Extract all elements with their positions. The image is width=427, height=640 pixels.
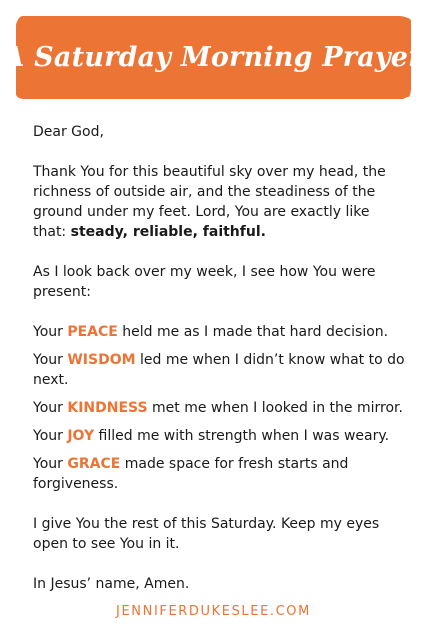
attribute-lead: Your xyxy=(33,428,63,444)
attribute-line-joy xyxy=(33,426,405,446)
attribute-word-grace: GRACE xyxy=(67,456,121,472)
attribute-word-peace: PEACE xyxy=(67,324,118,340)
attribute-line-wisdom xyxy=(33,350,405,390)
website-footer: JENNIFERDUKESLEE.COM xyxy=(116,604,311,619)
attribute-rest: held me as I made that hard decision. xyxy=(122,324,389,340)
paragraph-thanks xyxy=(33,162,405,242)
attribute-word-kindness: KINDNESS xyxy=(67,400,148,416)
attribute-word-joy: JOY xyxy=(67,428,95,444)
attribute-lead: Your xyxy=(33,352,63,368)
prayer-body xyxy=(33,122,405,594)
page-title: A Saturday Morning Prayer xyxy=(3,41,423,73)
attribute-rest: led me when I didn’t know what to do next. xyxy=(33,352,405,388)
attribute-line-kindness xyxy=(33,398,405,418)
attribute-lead: Your xyxy=(33,400,63,416)
attribute-rest: made space for fresh starts and forgiveness. xyxy=(33,456,349,492)
thanks-text: Thank You for this beautiful sky over my head, the richness of outside air, and the steadiness of the ground under my feet. Lord, You are exactly like that: xyxy=(33,164,386,240)
attribute-line-peace xyxy=(33,322,405,342)
attribute-rest: met me when I looked in the mirror. xyxy=(152,400,403,416)
attribute-line-grace xyxy=(33,454,405,494)
attribute-word-wisdom: WISDOM xyxy=(67,352,136,368)
attribute-lead: Your xyxy=(33,456,63,472)
attribute-lead: Your xyxy=(33,324,63,340)
closing-line: In Jesus’ name, Amen. xyxy=(33,576,190,592)
paragraph-reflection: As I look back over my week, I see how You were present: xyxy=(33,264,376,300)
attribute-rest: filled me with strength when I was weary. xyxy=(98,428,390,444)
paragraph-request: I give You the rest of this Saturday. Keep my eyes open to see You in it. xyxy=(33,516,380,552)
greeting: Dear God, xyxy=(33,124,104,140)
thanks-bold-text: steady, reliable, faithful. xyxy=(70,224,266,240)
